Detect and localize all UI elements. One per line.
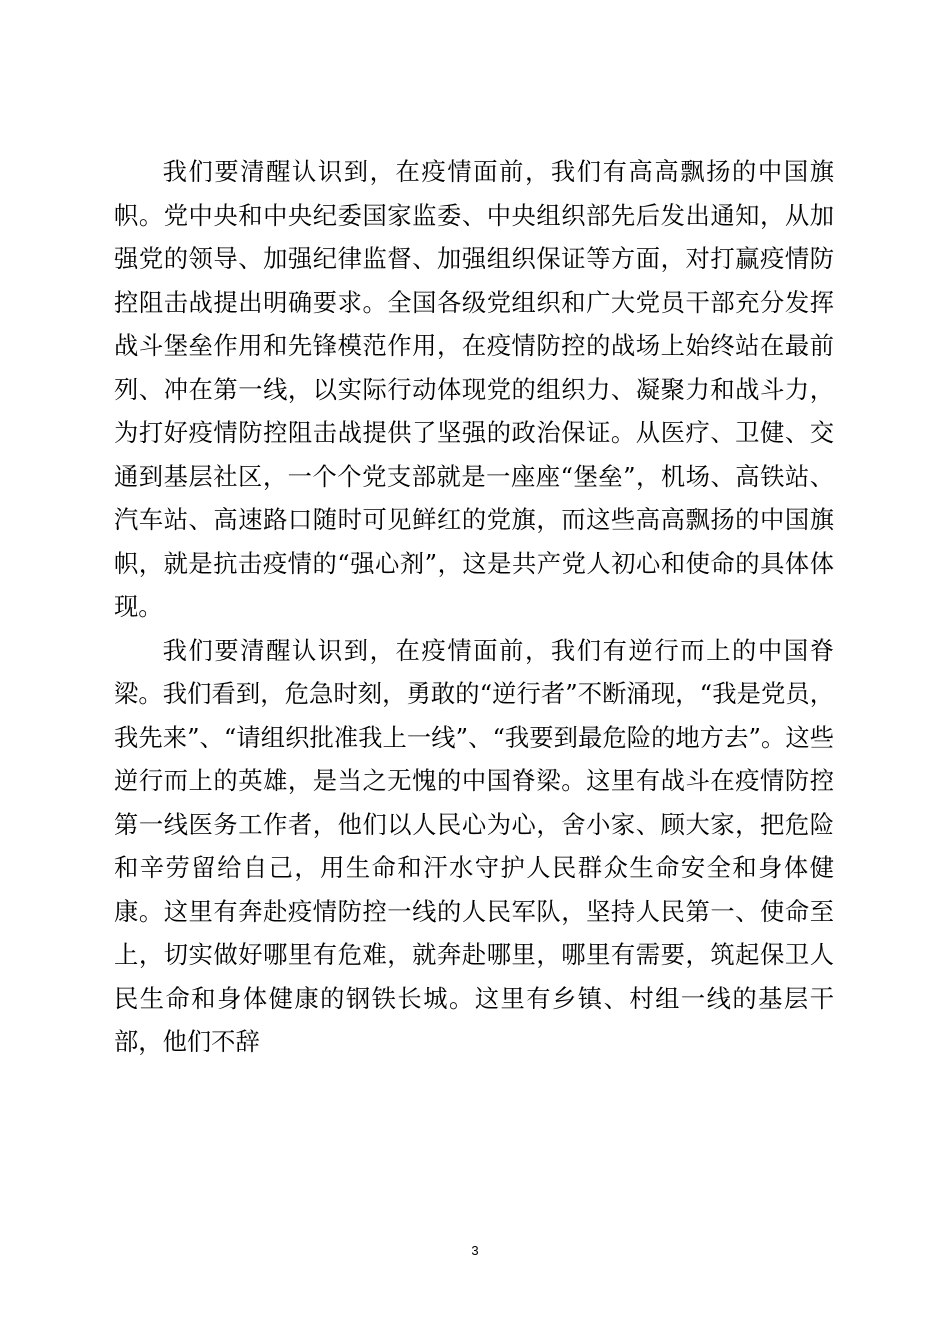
document-body: [114, 150, 834, 1064]
paragraph-2: 我们要清醒认识到，在疫情面前，我们有逆行而上的中国脊梁。我们看到，危急时刻，勇敢的“逆行者”不断涌现，“我是党员，我先来”、“请组织批准我上一线”、“我要到最危险的地方去”。这些逆行而上的英雄，是当之无愧的中国脊梁。这里有战斗在疫情防控第一线医务工作者，他们以人民心为心，舍小家、顾大家，把危险和辛劳留给自己，用生命和汗水守护人民群众生命安全和身体健康。这里有奔赴疫情防控一线的人民军队，坚持人民第一、使命至上，切实做好哪里有危难，就奔赴哪里，哪里有需要，筑起保卫人民生命和身体健康的钢铁长城。这里有乡镇、村组一线的基层干部，他们不辞: [114, 635, 834, 1056]
paragraph-1: 我们要清醒认识到，在疫情面前，我们有高高飘扬的中国旗帜。党中央和中央纪委国家监委、中央组织部先后发出通知，从加强党的领导、加强纪律监督、加强组织保证等方面，对打赢疫情防控阻击战提出明确要求。全国各级党组织和广大党员干部充分发挥战斗堡垒作用和先锋模范作用，在疫情防控的战场上始终站在最前列、冲在第一线，以实际行动体现党的组织力、凝聚力和战斗力，为打好疫情防控阻击战提供了坚强的政治保证。从医疗、卫健、交通到基层社区，一个个党支部就是一座座“堡垒”，机场、高铁站、汽车站、高速路口随时可见鲜红的党旗，而这些高高飘扬的中国旗帜，就是抗击疫情的“强心剂”，这是共产党人初心和使命的具体体现。: [114, 157, 834, 621]
page-number: 3: [471, 1243, 479, 1258]
